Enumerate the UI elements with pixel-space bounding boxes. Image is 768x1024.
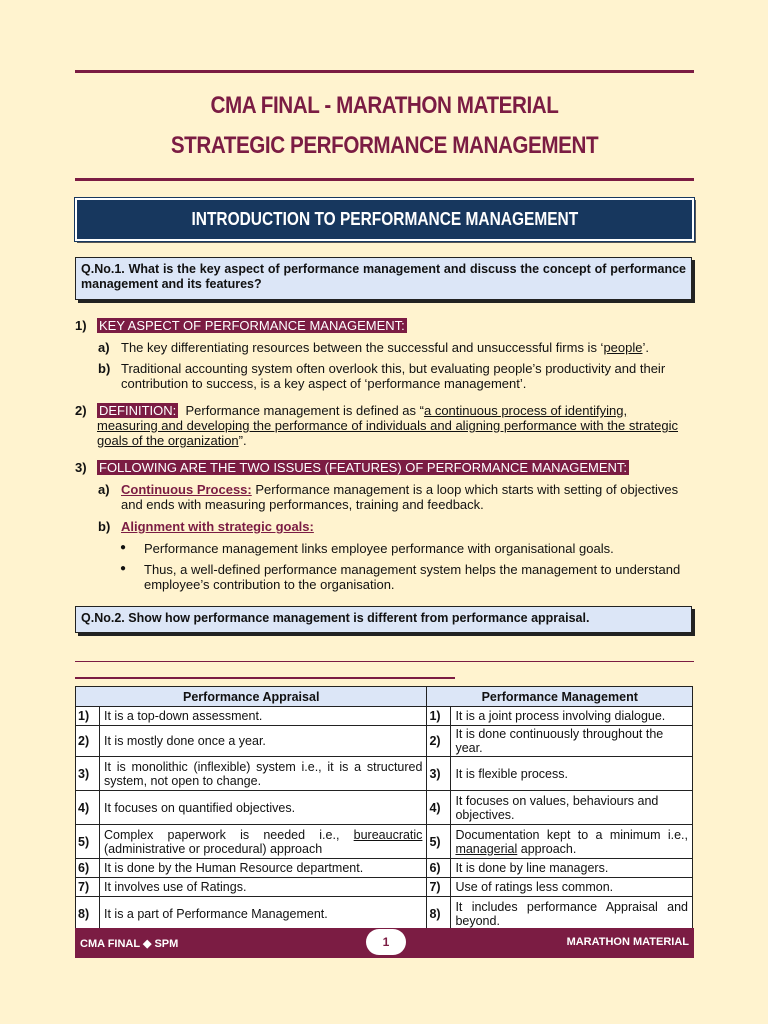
management-cell: It is flexible process. bbox=[451, 757, 693, 791]
table-row bbox=[76, 878, 693, 897]
answer-line bbox=[75, 661, 694, 662]
table-row bbox=[76, 791, 693, 825]
table-row bbox=[76, 726, 693, 757]
management-cell: Use of ratings less common. bbox=[451, 878, 693, 897]
table-row bbox=[76, 825, 693, 859]
section-2-line3-post: ”. bbox=[238, 433, 247, 448]
item-3a-title: Continuous Process: bbox=[121, 482, 252, 497]
page-title-line1: CMA FINAL - MARATHON MATERIAL bbox=[210, 92, 559, 119]
section-banner-text: INTRODUCTION TO PERFORMANCE MANAGEMENT bbox=[191, 209, 578, 229]
row-number: 8) bbox=[76, 897, 100, 931]
table-row bbox=[76, 897, 693, 931]
item-3b-title: Alignment with strategic goals: bbox=[121, 519, 314, 534]
row-number: 3) bbox=[427, 757, 451, 791]
management-cell: It focuses on values, behaviours and objectives. bbox=[451, 791, 693, 825]
table-header-row bbox=[76, 687, 693, 707]
appraisal-cell-post: (administrative or procedural) approach bbox=[104, 841, 323, 856]
section-2-line3-underlined: goals of the organization bbox=[97, 433, 239, 448]
top-rule bbox=[75, 70, 694, 73]
section-2-heading: DEFINITION: bbox=[99, 403, 177, 418]
item-3a-line2: and ends with measuring performances, training and feedback. bbox=[121, 497, 484, 512]
management-cell-pre: Documentation kept to a minimum i.e., bbox=[455, 827, 688, 842]
item-3a-line1 bbox=[121, 482, 678, 497]
item-1b-line1: Traditional accounting system often overlook this, but evaluating people’s productivity and their bbox=[121, 361, 666, 376]
table-row bbox=[76, 757, 693, 791]
item-1a-text-pre: The key differentiating resources between the successful and unsuccessful firms is ‘ bbox=[121, 340, 604, 355]
footer-right-label: MARATHON MATERIAL bbox=[566, 936, 689, 948]
management-cell bbox=[451, 825, 693, 859]
section-1-number: 1) bbox=[75, 318, 87, 333]
header-bottom-rule bbox=[75, 178, 694, 181]
answer-line-short bbox=[75, 677, 455, 679]
row-number: 7) bbox=[76, 878, 100, 897]
row-number: 2) bbox=[76, 726, 100, 757]
section-banner bbox=[75, 198, 694, 241]
appraisal-cell: It is monolithic (inflexible) system i.e., it is a structured system, not open to change. bbox=[100, 757, 427, 791]
bullet-icon: ● bbox=[120, 563, 127, 574]
section-3-heading bbox=[97, 460, 629, 475]
row-number: 3) bbox=[76, 757, 100, 791]
appraisal-cell: It focuses on quantified objectives. bbox=[100, 791, 427, 825]
question-1-text: Q.No.1. What is the key aspect of performance management and discuss the concept of performance management and its features? bbox=[81, 262, 686, 291]
section-1-heading bbox=[97, 318, 407, 333]
row-number: 6) bbox=[76, 859, 100, 878]
section-3-heading-text: FOLLOWING ARE THE TWO ISSUES (FEATURES) OF PERFORMANCE MANAGEMENT: bbox=[99, 460, 627, 475]
management-cell: It includes performance Appraisal and beyond. bbox=[451, 897, 693, 931]
management-cell: It is done continuously throughout the year. bbox=[451, 726, 693, 757]
appraisal-cell: It is done by the Human Resource department. bbox=[100, 859, 427, 878]
section-2-line1-pre: Performance management is defined as “ bbox=[185, 403, 424, 418]
row-number: 5) bbox=[76, 825, 100, 859]
table-row bbox=[76, 707, 693, 726]
section-3-number: 3) bbox=[75, 460, 87, 475]
appraisal-cell: It involves use of Ratings. bbox=[100, 878, 427, 897]
item-1a-text bbox=[121, 340, 649, 355]
section-1-heading-text: KEY ASPECT OF PERFORMANCE MANAGEMENT: bbox=[99, 318, 405, 333]
row-number: 1) bbox=[427, 707, 451, 726]
table-row bbox=[76, 859, 693, 878]
page-title-line2: STRATEGIC PERFORMANCE MANAGEMENT bbox=[170, 132, 599, 159]
column-header-management: Performance Management bbox=[427, 687, 693, 707]
item-3a-line1-text: Performance management is a loop which starts with setting of objectives bbox=[255, 482, 679, 497]
row-number: 1) bbox=[76, 707, 100, 726]
item-3b-label: b) bbox=[98, 519, 111, 534]
section-2-number: 2) bbox=[75, 403, 87, 418]
page-number: 1 bbox=[366, 929, 406, 955]
bullet-2-line1: Thus, a well-defined performance management system helps the management to understand bbox=[144, 562, 681, 577]
section-2-line1 bbox=[97, 403, 694, 418]
row-number: 2) bbox=[427, 726, 451, 757]
row-number: 8) bbox=[427, 897, 451, 931]
column-header-appraisal: Performance Appraisal bbox=[76, 687, 427, 707]
footer-left-label: CMA FINAL ◆ SPM bbox=[80, 938, 179, 950]
appraisal-cell: It is a top-down assessment. bbox=[100, 707, 427, 726]
item-3a-label: a) bbox=[98, 482, 110, 497]
question-2-box bbox=[75, 606, 692, 633]
row-number: 4) bbox=[427, 791, 451, 825]
item-1b-line2: contribution to success, is a key aspect of ‘performance management’. bbox=[121, 376, 527, 391]
row-number: 5) bbox=[427, 825, 451, 859]
row-number: 7) bbox=[427, 878, 451, 897]
appraisal-cell-underlined: bureaucratic bbox=[353, 827, 423, 842]
item-1a-text-underlined: people bbox=[603, 340, 643, 355]
item-1a-label: a) bbox=[98, 340, 110, 355]
bullet-1-text: Performance management links employee performance with organisational goals. bbox=[144, 541, 614, 556]
section-2-line3 bbox=[97, 433, 247, 448]
section-2-line2: measuring and developing the performance of individuals and aligning performance with the strategic bbox=[97, 418, 679, 433]
row-number: 6) bbox=[427, 859, 451, 878]
section-2-line1-underlined: a continuous process of identifying, bbox=[423, 403, 628, 418]
appraisal-cell bbox=[100, 825, 427, 859]
comparison-table bbox=[75, 686, 693, 931]
question-1-box bbox=[75, 257, 692, 300]
appraisal-cell: It is mostly done once a year. bbox=[100, 726, 427, 757]
management-cell: It is done by line managers. bbox=[451, 859, 693, 878]
item-1a-text-post: ’. bbox=[642, 340, 649, 355]
bullet-icon: ● bbox=[120, 542, 127, 553]
appraisal-cell: It is a part of Performance Management. bbox=[100, 897, 427, 931]
bullet-2-line2: employee’s contribution to the organisation. bbox=[144, 577, 395, 592]
management-cell: It is a joint process involving dialogue. bbox=[451, 707, 693, 726]
management-cell-post: approach. bbox=[517, 841, 577, 856]
row-number: 4) bbox=[76, 791, 100, 825]
appraisal-cell-pre: Complex paperwork is needed i.e., bbox=[104, 827, 354, 842]
item-1b-label: b) bbox=[98, 361, 111, 376]
management-cell-underlined: managerial bbox=[455, 841, 518, 856]
question-2-text: Q.No.2. Show how performance management is different from performance appraisal. bbox=[81, 611, 590, 625]
